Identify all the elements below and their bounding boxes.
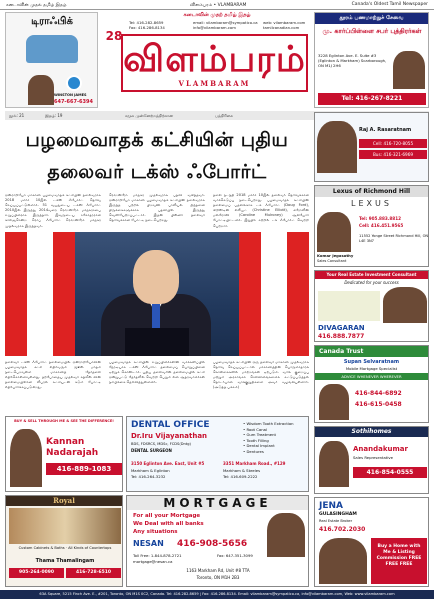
right-ad-subtitle: மு. கார்ப்பிள்ளை சபர் புத்திரர்கள் xyxy=(322,27,422,35)
mortgage-photo xyxy=(267,513,305,557)
re-name: DIVAGARAN xyxy=(318,324,365,332)
mortgage-city: Toronto, ON M1H 2B3 xyxy=(196,575,240,580)
jena-promo: Buy a Home with Me & Listing Commission FREE FREE FREE xyxy=(371,538,427,584)
article-col6: பழமைவாதக் கட்சியின் ஒரு தலைவர் மாகாண முதல்வராக தெரிவு செய்யப்பட்டால் மாகாணத்தின் பொருளாதாரக் கொள்கைகளில் மாற்றங்கள் ஏற்படும். வரிக் குறைப்பு மற்றும் அரசாங்கச் செலவினங்களைக் கட்டுப்படுத்தல் தொடர்பான வாக்குறுதிகளை அவர் வழங்கியுள்ளார். (அடுத்த பக்கம்) xyxy=(213,360,309,390)
jena-photo xyxy=(319,538,367,584)
article-col1: ஒன்ராறியோ மாகாண பழமைவாதக் கட்சியின் தலைவராக 2018 மார்ச் 10இல் டக்ஸ் ஃபோர்ட் தெரிவு செய்யப்பட்டுள்ளார். 51 வயதுடைய டக்ஸ் ஃபோர்ட் 2010இல் இருந்து 2014வரை ரொறன்ரோ மாநகரசபை உறுப்பினராக இருந்தார். இவருடைய சகோதரரான காலஞ்சென்ற ரொப் ஃபோர்ட் ரொறன்ரோ மாநகர முதல்வராக இருந்தவர். xyxy=(5,193,101,228)
masthead-tagline: கனடாவின் முதற் தமிழ் இதழ் xyxy=(183,12,251,18)
dental-creds: BDS, FDSRCS, MDSc, FCDS(Dntg) xyxy=(131,442,191,446)
dental-service-item: • Gum Treatment xyxy=(243,432,277,437)
mortgage-brand: NESAN xyxy=(133,539,164,548)
dental-surgeon: DENTAL SURGEON xyxy=(131,448,172,453)
top-strip-left: கனடாவின் முதல் தமிழ் இதழ் xyxy=(6,3,67,8)
mortgage-fax: Fax: 647-351-3099 xyxy=(217,553,253,558)
masthead-tel: Tel: 416-282-8659 xyxy=(129,20,164,25)
masthead-left-ad[interactable] xyxy=(5,12,98,108)
ad-lexus[interactable] xyxy=(314,185,429,267)
dental-addr1: 3150 Eglinton Ave. East, Unit #5 xyxy=(131,461,205,466)
agent-photo xyxy=(28,75,54,105)
sothi-label: Sales Representative xyxy=(353,455,394,460)
ad-royal[interactable] xyxy=(5,495,123,587)
top-strip-right: Canada's Oldest Tamil Newspaper xyxy=(351,2,428,7)
mortgage-title: MORTGAGE xyxy=(127,496,308,510)
masthead xyxy=(103,12,308,108)
td-name: Supan Selvaratnam xyxy=(343,359,400,365)
dental-services xyxy=(243,421,307,454)
lexus-address: 11552 Yonge Street Richmond Hill, ON L4E 3N7 xyxy=(359,234,429,243)
raj-bus: Bus: 416-321-6969 xyxy=(359,150,427,159)
re-house-image xyxy=(318,291,380,321)
article-photo xyxy=(5,232,309,356)
mortgage-email: mortgage@nesan.ca xyxy=(133,559,173,564)
top-strip xyxy=(0,0,434,10)
royal-line: Custom Cabinets & Baths · All Kinds of Countertops xyxy=(18,546,112,550)
masthead-right-ad[interactable] xyxy=(314,12,429,108)
royal-kitchen-image xyxy=(9,508,121,544)
dental-title: DENTAL OFFICE xyxy=(131,420,210,430)
masthead-web: web: vilambaram.com xyxy=(263,20,306,25)
td-advice: ADVICE WHENEVER WHEREVER xyxy=(315,373,428,380)
mortgage-tollfree: Toll Free: 1-844-878-2721 xyxy=(133,553,182,558)
re-sub: Dedicated for your success xyxy=(344,280,399,285)
dental-service-item: • Root Canal xyxy=(243,426,268,432)
royal-name: Thama Thamalingam xyxy=(35,558,95,564)
royal-title: Royal xyxy=(6,496,122,506)
lexus-name: Komar Jegasothy xyxy=(317,253,354,258)
td-fax: 416-615-0458 xyxy=(355,401,402,408)
kannan-title: BUY & SELL THROUGH ME & SEE THE DIFFERENCE! xyxy=(14,419,114,423)
jena-phone: 416.702.2030 xyxy=(319,526,366,533)
article-col5: பழமைவாதக் கட்சியின் உறுப்பினர்களின் வாக்களிப்பில் நேரடியாக டக்ஸ் ஃபோர்ட் தலைமைப் பொறுப்பினை ஏற்றுக் கொண்டார். புதிய தலைவரின் தலைமையில் கட்சி ஒன்றுபட்டு தேர்தலில் வெற்றி பெறும் என ஆதரவாளர்கள் நம்பிக்கை தெரிவித்துள்ளனர். xyxy=(109,360,205,385)
sothi-name: Anandakumar xyxy=(353,445,408,453)
masthead-email2: info@vilambaram.com xyxy=(193,25,236,30)
ad-sothi[interactable] xyxy=(314,426,429,494)
raj-cell: Cell: 416-720-8055 xyxy=(359,139,427,148)
jena-title: JENA xyxy=(319,501,343,511)
td-role: Mobile Mortgage Specialist xyxy=(345,366,398,371)
right-ad-title: தூரம் பணமாற்றுச் சேவை xyxy=(315,13,428,24)
right-ad-address: 3228 Eglinton Ave. E. Suite #3 (Eglinton & Markham) Scarborough, ON M1J 2H6 xyxy=(318,53,387,68)
info-b: பத்திரிகை xyxy=(215,113,234,118)
masthead-email: email: vilambaram@sympatico.ca xyxy=(193,20,258,25)
mortgage-l1: For all your Mortgage xyxy=(133,513,201,519)
lexus-role: Sales Consultant xyxy=(317,259,347,263)
headline xyxy=(5,124,309,188)
article-col4: தலைவர் டக்ஸ் ஃபோர்ட் தலைமையில் ஒன்ராறியோவின் பழமைவாதக் கட்சி எதிர்வரும் ஜூன் மாதம் நடைபெறவுள்ள மாகாணத் தேர்தலை எதிர்கொள்ளவுள்ளது. தற்போதைய முதல்வர் கத்லீன் வின் தலைமையிலான லிபரல் கட்சியுடன் கடும் போட்டி எதிர்பார்க்கப்படுகிறது. xyxy=(5,360,101,390)
headline-line1: பழமைவாதக் கட்சியின் புதிய xyxy=(25,129,289,151)
right-ad-phone: Tel: 416-267-8221 xyxy=(318,93,426,105)
issue-number: 28 xyxy=(105,29,123,43)
raj-photo xyxy=(317,121,357,173)
sothi-title: Sothihomes xyxy=(315,427,428,437)
ad-mortgage[interactable] xyxy=(126,495,309,587)
ad-jena[interactable] xyxy=(314,497,429,587)
dental-addr1b: Markham & Eglinton xyxy=(131,468,170,473)
sothi-photo xyxy=(319,441,349,487)
kannan-photo xyxy=(10,429,42,487)
lexus-phone: Tel: 905.883.8812 xyxy=(359,216,402,221)
ad-td[interactable] xyxy=(314,345,429,423)
mortgage-phone: 416-908-5656 xyxy=(177,539,248,549)
logo-text: விளம்பரம் xyxy=(123,38,306,80)
car-icon xyxy=(26,35,78,63)
masthead-web2: tamilcanadian.com xyxy=(263,25,300,30)
flag-right xyxy=(239,232,309,356)
dental-addr2b: Markham & Steeles xyxy=(223,468,261,473)
lexus-cell: Cell: 416.451.9565 xyxy=(359,223,404,228)
article-col3: தலை நடந்தி 2018 மார்ச் 10இல் தலைவர் தெரிவுக்கான வாக்கெடுப்பு நடைபெற்றது. பழமைவாதக் கட்சியின் தலைமைப் பதவிக்காக டக் ஃபோர்ட் (Doug Ford), கிறிஸ்டின் எலியட் (Christine Elliott), கரோலின் மல்ரோனி (Caroline Mulroney) ஆகியோர் போட்டியிட்டனர். இறுதிச் சுற்றில் டக் ஃபோர்ட் வெற்றி பெற்றார். xyxy=(213,193,309,228)
dental-phone1: Tel: 416-264-3232 xyxy=(131,474,166,479)
mortgage-address: 1163 Markham Rd, Unit #8 TTA xyxy=(186,568,250,573)
logo-badge-icon xyxy=(66,75,82,91)
dental-service-item: • Tooth Filling xyxy=(243,437,269,443)
logo-subtitle: VLAMBARAM xyxy=(178,79,251,88)
lexus-title: Lexus of Richmond Hill xyxy=(315,186,428,197)
podium xyxy=(125,328,189,356)
info-number: இதழ்: 19 xyxy=(45,113,63,118)
dental-addr2: 3351 Markham Road., #129 xyxy=(223,461,286,466)
td-brand: Canada Trust xyxy=(315,346,428,357)
dental-phone2: Tel: 416-609-2222 xyxy=(223,474,258,479)
right-ad-photo xyxy=(393,51,425,89)
lexus-brand: LEXUS xyxy=(351,199,392,208)
kannan-name: Kannan Nadarajah xyxy=(46,437,99,458)
left-ad-phone: 647-667-6394 xyxy=(54,99,93,105)
ad-realestate[interactable] xyxy=(314,270,429,342)
td-phone: 416-844-6892 xyxy=(355,390,402,397)
mortgage-l2: We Deal with all banks xyxy=(133,521,204,527)
masthead-fax: Fax: 416-286-8134 xyxy=(129,25,165,30)
royal-tel: 905-264-0090 xyxy=(9,568,64,578)
left-ad-name: WINSTON JAMES xyxy=(54,93,87,97)
dental-doctor: Dr.Iru Vijayanathan xyxy=(131,432,208,440)
ad-dental[interactable] xyxy=(126,416,309,492)
jena-role: Real Estate Broker xyxy=(319,519,353,523)
headline-line2: தலைவர் டக்ஸ் ஃபோர்ட் xyxy=(47,161,267,183)
footer: 63A Square, 5215 Finch Ave. E., #201, Toronto, ON M1S 0C2, Canada. Tel: 416.282.8659 | Fax: 416.286.8134. Email: vilambaram@sympatico.ca, info@vilambaram.com, Web: www.vilambaram.com xyxy=(0,590,434,599)
top-strip-center: விளம்பரம் • VLAMBARAM xyxy=(190,3,247,8)
re-title: Your Real Estate Investment Consultant xyxy=(315,271,428,279)
article-col2: ரொறன்ரோ மாநகர முதல்வராக பதவி வகித்தவர். ஒன்ராறியோ மாகாண பழமைவாதக் கட்சியின் தலைவராக இருந்த பற்றிக் பிறவுண் பாலியல் நிந்தனை திருக்கைகளுக்காக பதவியில் இருந்து வெளியேற்றப்பட்டார். இதன் பின்னர் தலைவர் தெரிவுக்கான போட்டி நடைபெற்றது. xyxy=(109,193,205,223)
jena-name: GULASINGHAM xyxy=(319,512,357,517)
ad-kannan[interactable] xyxy=(5,416,123,492)
td-photo xyxy=(319,384,349,420)
left-ad-title: டிராஃபிக் xyxy=(31,16,73,27)
dental-service-item: • Dental Implant xyxy=(243,443,275,448)
ad-raj[interactable] xyxy=(314,112,429,182)
flag-left xyxy=(5,232,75,356)
lexus-photo xyxy=(317,212,351,252)
royal-cell: 416-728-6510 xyxy=(66,568,121,578)
re-photo xyxy=(383,287,427,323)
dental-service-item: • Dentures xyxy=(243,448,264,454)
info-a: சமூக முன்னேற்றத்திற்கான xyxy=(125,113,174,118)
sothi-phone: 416-854-0555 xyxy=(353,467,427,478)
kannan-phone: 416-889-1083 xyxy=(46,463,122,475)
dental-service-item: • Wisdom Tooth Extraction xyxy=(243,421,294,426)
mortgage-l3: Any situations xyxy=(133,529,178,535)
newspaper-logo xyxy=(121,34,308,92)
raj-name: Raj A. Rasaratnam xyxy=(359,127,412,133)
info-issue: நூல்: 21 xyxy=(9,113,25,118)
re-phone: 416.888.7877 xyxy=(318,333,365,340)
person-head xyxy=(133,250,179,304)
